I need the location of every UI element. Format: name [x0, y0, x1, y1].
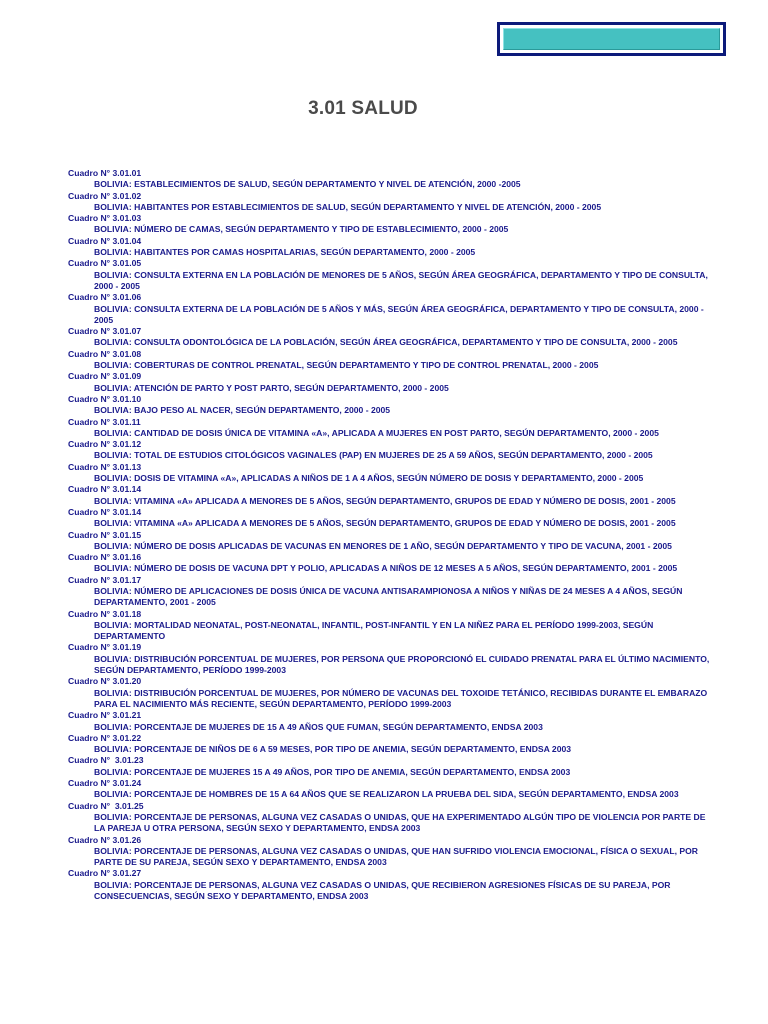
cuadro-title-link[interactable]: BOLIVIA: DISTRIBUCIÓN PORCENTUAL DE MUJERES, POR NÚMERO DE VACUNAS DEL TOXOIDE TETÁNICO, RECIBIDAS DURANTE EL EMBARAZO PARA EL NACIMIENTO MÁS RECIENTE, SEGÚN DEPARTAMENTO, PERÍODO 1999-2003: [94, 687, 708, 709]
list-item: [68, 439, 718, 462]
cuadro-number-link[interactable]: Cuadro N° 3.01.11: [68, 416, 141, 427]
cuadro-number-link[interactable]: Cuadro N° 3.01.02: [68, 190, 142, 201]
cuadro-title-link[interactable]: BOLIVIA: DISTRIBUCIÓN PORCENTUAL DE MUJERES, POR PERSONA QUE PROPORCIONÓ EL CUIDADO PRENATAL PARA EL ÚLTIMO NACIMIENTO, SEGÚN DEPARTAMENTO, PERÍODO 1999-2003: [94, 653, 710, 676]
cuadro-number-link[interactable]: Cuadro N° 3.01.14: [68, 506, 142, 517]
cuadro-title-link[interactable]: BOLIVIA: VITAMINA «A» APLICADA A MENORES DE 5 AÑOS, SEGÚN DEPARTAMENTO, GRUPOS DE EDAD Y NÚMERO DE DOSIS, 2001 - 2005: [94, 495, 676, 506]
list-item: [68, 292, 718, 326]
cuadro-title-link[interactable]: BOLIVIA: COBERTURAS DE CONTROL PRENATAL, SEGÚN DEPARTAMENTO Y TIPO DE CONTROL PRENATAL, 2000 - 2005: [94, 360, 599, 371]
cuadro-title-link[interactable]: BOLIVIA: NÚMERO DE DOSIS DE VACUNA DPT Y POLIO, APLICADAS A NIÑOS DE 12 MESES A 5 AÑOS, SEGÚN DEPARTAMENTO, 2001 - 2005: [94, 563, 678, 574]
cuadro-title-link[interactable]: BOLIVIA: ESTABLECIMIENTOS DE SALUD, SEGÚN DEPARTAMENTO Y NIVEL DE ATENCIÓN, 2000 -2005: [94, 179, 521, 190]
cuadro-title-link[interactable]: BOLIVIA: NÚMERO DE DOSIS APLICADAS DE VACUNAS EN MENORES DE 1 AÑO, SEGÚN DEPARTAMENTO Y TIPO DE VACUNA, 2001 - 2005: [94, 540, 672, 551]
cuadro-number-link[interactable]: Cuadro N° 3.01.10: [68, 393, 142, 404]
cuadro-title-link[interactable]: BOLIVIA: HABITANTES POR CAMAS HOSPITALARIAS, SEGÚN DEPARTAMENTO, 2000 - 2005: [94, 247, 476, 258]
list-item: [68, 530, 718, 553]
cuadro-title-link[interactable]: BOLIVIA: NÚMERO DE CAMAS, SEGÚN DEPARTAMENTO Y TIPO DE ESTABLECIMIENTO, 2000 - 2005: [94, 224, 509, 235]
cuadro-number-link[interactable]: Cuadro N° 3.01.19: [68, 642, 142, 653]
cuadro-number-link[interactable]: Cuadro N° 3.01.21: [68, 710, 142, 721]
cuadro-title-link[interactable]: BOLIVIA: CONSULTA EXTERNA EN LA POBLACIÓN DE MENORES DE 5 AÑOS, SEGÚN ÁREA GEOGRÁFICA, DEPARTAMENTO Y TIPO DE CONSULTA, 2000 - 2005: [94, 269, 708, 291]
cuadro-title-link[interactable]: BOLIVIA: CONSULTA EXTERNA DE LA POBLACIÓN DE 5 AÑOS Y MÁS, SEGÚN ÁREA GEOGRÁFICA, DEPARTAMENTO Y TIPO DE CONSULTA, 2000 - 2005: [94, 303, 704, 325]
list-item: [68, 462, 718, 485]
cuadro-title-link[interactable]: BOLIVIA: MORTALIDAD NEONATAL, POST-NEONATAL, INFANTIL, POST-INFANTIL Y EN LA NIÑEZ PARA EL PERÍODO 1999-2003, SEGÚN DEPARTAMENTO: [94, 619, 654, 642]
list-item: [68, 552, 718, 575]
cuadro-title-link[interactable]: BOLIVIA: TOTAL DE ESTUDIOS CITOLÓGICOS VAGINALES (PAP) EN MUJERES DE 25 A 59 AÑOS, SEGÚN DEPARTAMENTO, 2000 - 2005: [94, 450, 653, 461]
cuadro-number-link[interactable]: Cuadro N° 3.01.20: [68, 676, 142, 687]
cuadro-title-link[interactable]: BOLIVIA: PORCENTAJE DE PERSONAS, ALGUNA VEZ CASADAS O UNIDAS, QUE RECIBIERON AGRESIONES FÍSICAS DE SU PAREJA, POR CONSECUENCIAS, SEGÚN SEXO Y DEPARTAMENTO, ENDSA 2003: [94, 879, 671, 901]
cuadro-number-link[interactable]: Cuadro N° 3.01.17: [68, 574, 142, 585]
cuadro-number-link[interactable]: Cuadro N° 3.01.18: [68, 608, 142, 619]
cuadro-number-link[interactable]: Cuadro N° 3.01.07: [68, 326, 142, 337]
cuadro-number-link[interactable]: Cuadro N° 3.01.13: [68, 461, 142, 472]
cuadro-title-link[interactable]: BOLIVIA: ATENCIÓN DE PARTO Y POST PARTO, SEGÚN DEPARTAMENTO, 2000 - 2005: [94, 382, 449, 393]
list-item: [68, 575, 718, 609]
list-item: [68, 609, 718, 643]
list-item: [68, 676, 718, 710]
list-item: [68, 507, 718, 530]
menu-return-button-face: [503, 28, 720, 50]
cuadro-title-link[interactable]: BOLIVIA: DOSIS DE VITAMINA «A», APLICADAS A NIÑOS DE 1 A 4 AÑOS, SEGÚN NÚMERO DE DOSIS Y DEPARTAMENTO, 2000 - 2005: [94, 473, 644, 484]
cuadro-title-link[interactable]: BOLIVIA: BAJO PESO AL NACER, SEGÚN DEPARTAMENTO, 2000 - 2005: [94, 405, 391, 416]
cuadro-title-link[interactable]: BOLIVIA: PORCENTAJE DE PERSONAS, ALGUNA VEZ CASADAS O UNIDAS, QUE HAN SUFRIDO VIOLENCIA EMOCIONAL, FÍSICA O SEXUAL, POR PARTE DE SU PAREJA, SEGÚN SEXO Y DEPARTAMENTO, ENDSA 2003: [94, 845, 698, 868]
cuadro-number-link[interactable]: Cuadro N° 3.01.09: [68, 371, 142, 382]
cuadro-number-link[interactable]: Cuadro N° 3.01.25: [68, 800, 144, 811]
table-index-list: [68, 168, 718, 902]
list-item: [68, 733, 718, 756]
cuadro-title-link[interactable]: BOLIVIA: PORCENTAJE DE MUJERES DE 15 A 49 AÑOS QUE FUMAN, SEGÚN DEPARTAMENTO, ENDSA 2003: [94, 721, 543, 732]
list-item: [68, 213, 718, 236]
cuadro-number-link[interactable]: Cuadro N° 3.01.01: [68, 168, 142, 178]
cuadro-number-link[interactable]: Cuadro N° 3.01.27: [68, 868, 142, 879]
list-item: [68, 484, 718, 507]
cuadro-title-link[interactable]: BOLIVIA: PORCENTAJE DE PERSONAS, ALGUNA VEZ CASADAS O UNIDAS, QUE HA EXPERIMENTADO ALGÚN TIPO DE VIOLENCIA POR PARTE DE LA PAREJA U OTRA PERSONA, SEGÚN SEXO Y DEPARTAMENTO, ENDSA 2003: [94, 811, 706, 834]
cuadro-title-link[interactable]: BOLIVIA: CONSULTA ODONTOLÓGICA DE LA POBLACIÓN, SEGÚN ÁREA GEOGRÁFICA, DEPARTAMENTO Y TIPO DE CONSULTA, 2000 - 2005: [94, 337, 678, 348]
cuadro-number-link[interactable]: Cuadro N° 3.01.12: [68, 439, 142, 450]
list-item: [68, 349, 718, 372]
cuadro-number-link[interactable]: Cuadro N° 3.01.03: [68, 213, 142, 224]
cuadro-number-link[interactable]: Cuadro N° 3.01.04: [68, 235, 142, 246]
list-item: [68, 191, 718, 214]
cuadro-title-link[interactable]: BOLIVIA: CANTIDAD DE DOSIS ÚNICA DE VITAMINA «A», APLICADA A MUJERES EN POST PARTO, SEGÚN DEPARTAMENTO, 2000 - 2005: [94, 427, 659, 438]
cuadro-number-link[interactable]: Cuadro N° 3.01.16: [68, 552, 142, 563]
cuadro-title-link[interactable]: BOLIVIA: PORCENTAJE DE MUJERES 15 A 49 AÑOS, POR TIPO DE ANEMIA, SEGÚN DEPARTAMENTO, ENDSA 2003: [94, 766, 571, 777]
list-item: [68, 755, 718, 778]
cuadro-number-link[interactable]: Cuadro N° 3.01.06: [68, 292, 142, 303]
page-title: 3.01 SALUD: [308, 98, 418, 119]
list-item: [68, 371, 718, 394]
cuadro-title-link[interactable]: BOLIVIA: PORCENTAJE DE HOMBRES DE 15 A 64 AÑOS QUE SE REALIZARON LA PRUEBA DEL SIDA, SEGÚN DEPARTAMENTO, ENDSA 2003: [94, 789, 679, 800]
cuadro-number-link[interactable]: Cuadro N° 3.01.05: [68, 258, 142, 269]
menu-return-button[interactable]: [497, 22, 726, 56]
list-item: [68, 168, 718, 191]
list-item: [68, 417, 718, 440]
cuadro-title-link[interactable]: BOLIVIA: VITAMINA «A» APLICADA A MENORES DE 5 AÑOS, SEGÚN DEPARTAMENTO, GRUPOS DE EDAD Y NÚMERO DE DOSIS, 2001 - 2005: [94, 518, 676, 529]
list-item: [68, 710, 718, 733]
list-item: [68, 778, 718, 801]
list-item: [68, 642, 718, 676]
list-item: [68, 236, 718, 259]
list-item: [68, 326, 718, 349]
list-item: [68, 801, 718, 835]
list-item: [68, 258, 718, 292]
cuadro-title-link[interactable]: BOLIVIA: HABITANTES POR ESTABLECIMIENTOS DE SALUD, SEGÚN DEPARTAMENTO Y NIVEL DE ATENCIÓN, 2000 - 2005: [94, 201, 602, 212]
cuadro-number-link[interactable]: Cuadro N° 3.01.26: [68, 834, 142, 845]
list-item: [68, 835, 718, 869]
cuadro-title-link[interactable]: BOLIVIA: PORCENTAJE DE NIÑOS DE 6 A 59 MESES, POR TIPO DE ANEMIA, SEGÚN DEPARTAMENTO, ENDSA 2003: [94, 744, 572, 755]
cuadro-number-link[interactable]: Cuadro N° 3.01.24: [68, 778, 142, 789]
cuadro-title-link[interactable]: BOLIVIA: NÚMERO DE APLICACIONES DE DOSIS ÚNICA DE VACUNA ANTISARAMPIONOSA A NIÑOS Y NIÑAS DE 24 MESES A 4 AÑOS, SEGÚN DEPARTAMENTO, 2001 - 2005: [94, 585, 683, 608]
cuadro-number-link[interactable]: Cuadro N° 3.01.08: [68, 348, 142, 359]
cuadro-number-link[interactable]: Cuadro N° 3.01.14: [68, 484, 142, 495]
list-item: [68, 394, 718, 417]
cuadro-number-link[interactable]: Cuadro N° 3.01.15: [68, 529, 142, 540]
cuadro-number-link[interactable]: Cuadro N° 3.01.23: [68, 755, 144, 766]
list-item: [68, 868, 718, 902]
cuadro-number-link[interactable]: Cuadro N° 3.01.22: [68, 732, 142, 743]
